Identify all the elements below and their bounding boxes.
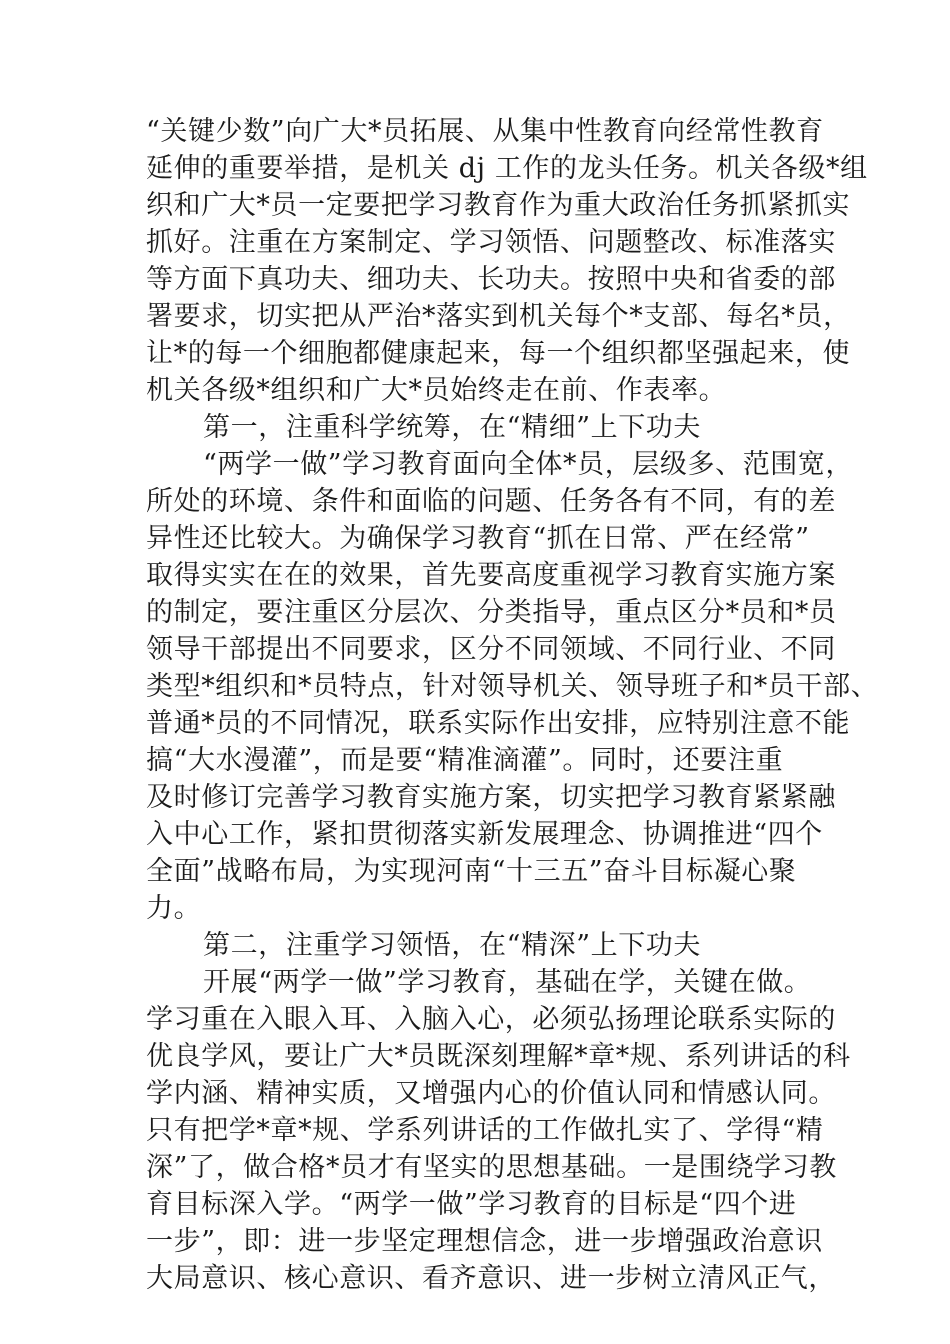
text-line: 署要求，切实把从严治*落实到机关每个*支部、每名*员， (146, 301, 851, 332)
text-line: 所处的环境、条件和面临的问题、任务各有不同，有的差 (146, 486, 836, 517)
text-line: 大局意识、核心意识、看齐意识、进一步树立清风正气， (146, 1263, 836, 1294)
text-line: 优良学风，要让广大*员既深刻理解*章*规、系列讲话的科 (146, 1041, 851, 1072)
text-line: “两学一做”学习教育面向全体*员，层级多、范围宽， (203, 449, 854, 480)
section-heading-1: 第一，注重科学统筹，在“精细”上下功夫 (203, 412, 702, 443)
document-body (146, 113, 879, 1297)
text-line: 机关各级*组织和广大*员始终走在前、作表率。 (146, 375, 727, 406)
text-line: 织和广大*员一定要把学习教育作为重大政治任务抓紧抓实 (146, 190, 851, 221)
text-line: “关键少数”向广大*员拓展、从集中性教育向经常性教育 (146, 116, 824, 147)
text-line: 让*的每一个细胞都健康起来，每一个组织都坚强起来，使 (146, 338, 851, 369)
text-line: 领导干部提出不同要求，区分不同领域、不同行业、不同 (146, 634, 836, 665)
text-line: 等方面下真功夫、细功夫、长功夫。按照中央和省委的部 (146, 264, 836, 295)
text-line: 开展“两学一做”学习教育，基础在学，关键在做。 (203, 967, 812, 998)
text-line: 及时修订完善学习教育实施方案，切实把学习教育紧紧融 (146, 782, 836, 813)
text-line: 育目标深入学。“两学一做”学习教育的目标是“四个进 (146, 1189, 797, 1220)
text-line: 学习重在入眼入耳、入脑入心，必须弘扬理论联系实际的 (146, 1004, 836, 1035)
text-line: 只有把学*章*规、学系列讲话的工作做扎实了、学得“精 (146, 1115, 824, 1146)
text-line: 搞“大水漫灌”，而是要“精准滴灌”。同时，还要注重 (146, 745, 784, 776)
text-line: 全面”战略布局，为实现河南“十三五”奋斗目标凝心聚 (146, 856, 797, 887)
text-line: 异性还比较大。为确保学习教育“抓在日常、严在经常” (146, 523, 810, 554)
text-line: 学内涵、精神实质，又增强内心的价值认同和情感认同。 (146, 1078, 836, 1109)
text-line: 深”了，做合格*员才有坚实的思想基础。一是围绕学习教 (146, 1152, 837, 1183)
text-line: 的制定，要注重区分层次、分类指导，重点区分*员和*员 (146, 597, 837, 628)
section-heading-2: 第二，注重学习领悟，在“精深”上下功夫 (203, 930, 702, 961)
text-line: 普通*员的不同情况，联系实际作出安排，应特别注意不能 (146, 708, 851, 739)
text-line: 取得实实在在的效果，首先要高度重视学习教育实施方案 (146, 560, 836, 591)
text-line: 类型*组织和*员特点，针对领导机关、领导班子和*员干部、 (146, 671, 879, 702)
text-line: 延伸的重要举措，是机关 dj 工作的龙头任务。机关各级*组 (146, 153, 868, 184)
text-line: 力。 (146, 893, 202, 924)
text-line: 一步”，即：进一步坚定理想信念，进一步增强政治意识 (146, 1226, 823, 1257)
text-line: 入中心工作，紧扣贯彻落实新发展理念、协调推进“四个 (146, 819, 823, 850)
text-line: 抓好。注重在方案制定、学习领悟、问题整改、标准落实 (146, 227, 836, 258)
